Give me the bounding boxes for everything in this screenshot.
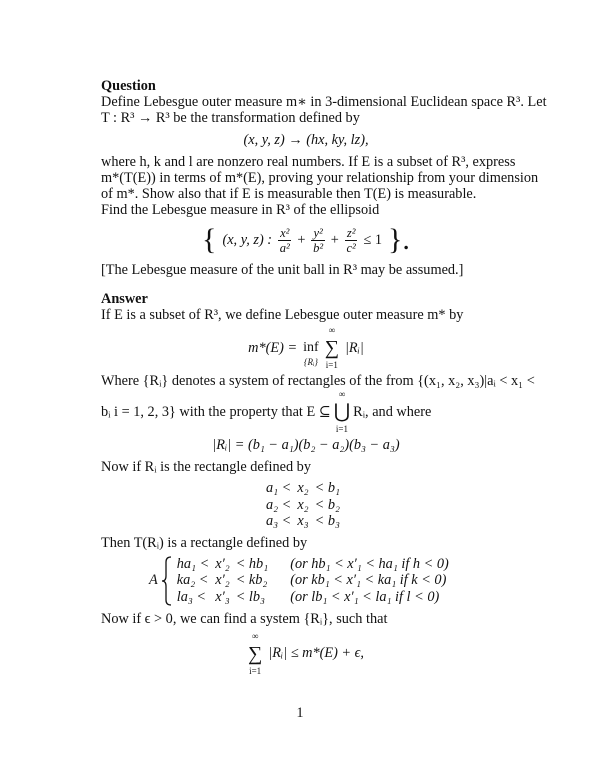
infimum: inf {Rᵢ} <box>303 340 319 367</box>
sum-symbol: ∞ ∑ i=1 <box>324 325 339 370</box>
text-line: Where {Rᵢ} denotes a system of rectangles of the from {(x₁, x₂, x₃)|aᵢ < x₁ < <box>101 373 535 389</box>
text-line: Then T(Rᵢ) is a rectangle defined by <box>101 534 308 551</box>
equation-outer-measure: m*(E) = inf {Rᵢ} ∞ ∑ i=1 |Rᵢ| <box>248 325 364 370</box>
text-line: Define Lebesgue outer measure m∗ in 3-dimensional Euclidean space R³. Let <box>101 94 547 110</box>
transformed-rectangle-inequalities: ha₁ < x′₂ < hb₁ (or hb₁ < x′₁ < ha₁ if h < 0) ka₂ < x′₂ < kb₂ (or kb₁ < x′₁ < ka₁ if k < 0) la₃ < x′₃ < lb₃ (or lb₁ < x′₁ < la₁ if l < 0) <box>176 555 449 605</box>
text-line: Now if ϵ > 0, we can find a system {Rᵢ}, such that <box>101 610 388 627</box>
rectangle-inequalities: a₁ < x₂ < b₁ a₂ < x₂ < b₂ a₃ < x₃ < b₃ <box>265 480 340 529</box>
fraction: $\frac{\text{x²}}{\text{a²}}$ <box>279 225 290 255</box>
transformed-rectangle-block <box>149 556 511 606</box>
text-line: where h, k and l are nonzero real numbers. If E is a subset of R³, express <box>101 154 516 170</box>
text-line: bᵢ i = 1, 2, 3} with the property that E ⊆ ∞ ⋃ i=1 Rᵢ, and where <box>101 389 432 434</box>
page-number: 1 <box>296 705 304 721</box>
brace-close: }. <box>388 223 410 256</box>
rectangle-block <box>101 480 511 530</box>
set-variables: (x, y, z) : <box>222 231 273 248</box>
note-line: [The Lebesgue measure of the unit ball in R³ may be assumed.] <box>101 262 464 278</box>
answer-heading: Answer <box>101 291 148 307</box>
equation-epsilon-bound: ∞ ∑ i=1 |Rᵢ| ≤ m*(E) + ϵ, <box>248 630 364 676</box>
question-heading: Question <box>101 78 156 94</box>
equation-ellipsoid <box>101 219 511 261</box>
equation-volume: |Rᵢ| = (b₁ − a₁)(b₂ − a₂)(b₃ − a₃) <box>212 437 400 453</box>
inequality: ≤ 1 <box>363 231 383 248</box>
text-line: If E is a subset of R³, we define Lebesgue outer measure m* by <box>101 307 464 323</box>
plus-sign: + <box>297 231 306 248</box>
text-line: m*(T(E)) in terms of m*(E), proving your relationship from your dimension <box>101 170 539 186</box>
brace-open: { <box>202 223 217 256</box>
text-line: of m*. Show also that if E is measurable then T(E) is measurable. <box>101 186 477 202</box>
text-line: Find the Lebesgue measure in R³ of the ellipsoid <box>101 202 380 218</box>
document-body <box>101 78 547 681</box>
union-symbol: ∞ ⋃ i=1 <box>333 389 351 434</box>
fraction: $\frac{\text{y²}}{\text{b²}}$ <box>313 225 324 255</box>
fraction: $\frac{\text{z²}}{\text{c²}}$ <box>346 225 356 255</box>
sum-symbol: ∞ ∑ i=1 <box>248 630 263 676</box>
text-line: Now if Rᵢ is the rectangle defined by <box>101 459 311 475</box>
label-a: A <box>149 572 158 588</box>
equation-transform: (x, y, z) → (hx, ky, lz), <box>243 132 369 148</box>
plus-sign: + <box>330 231 339 248</box>
brace-left <box>161 556 173 606</box>
text-line: T : R³ → R³ be the transformation defined by <box>101 110 360 126</box>
